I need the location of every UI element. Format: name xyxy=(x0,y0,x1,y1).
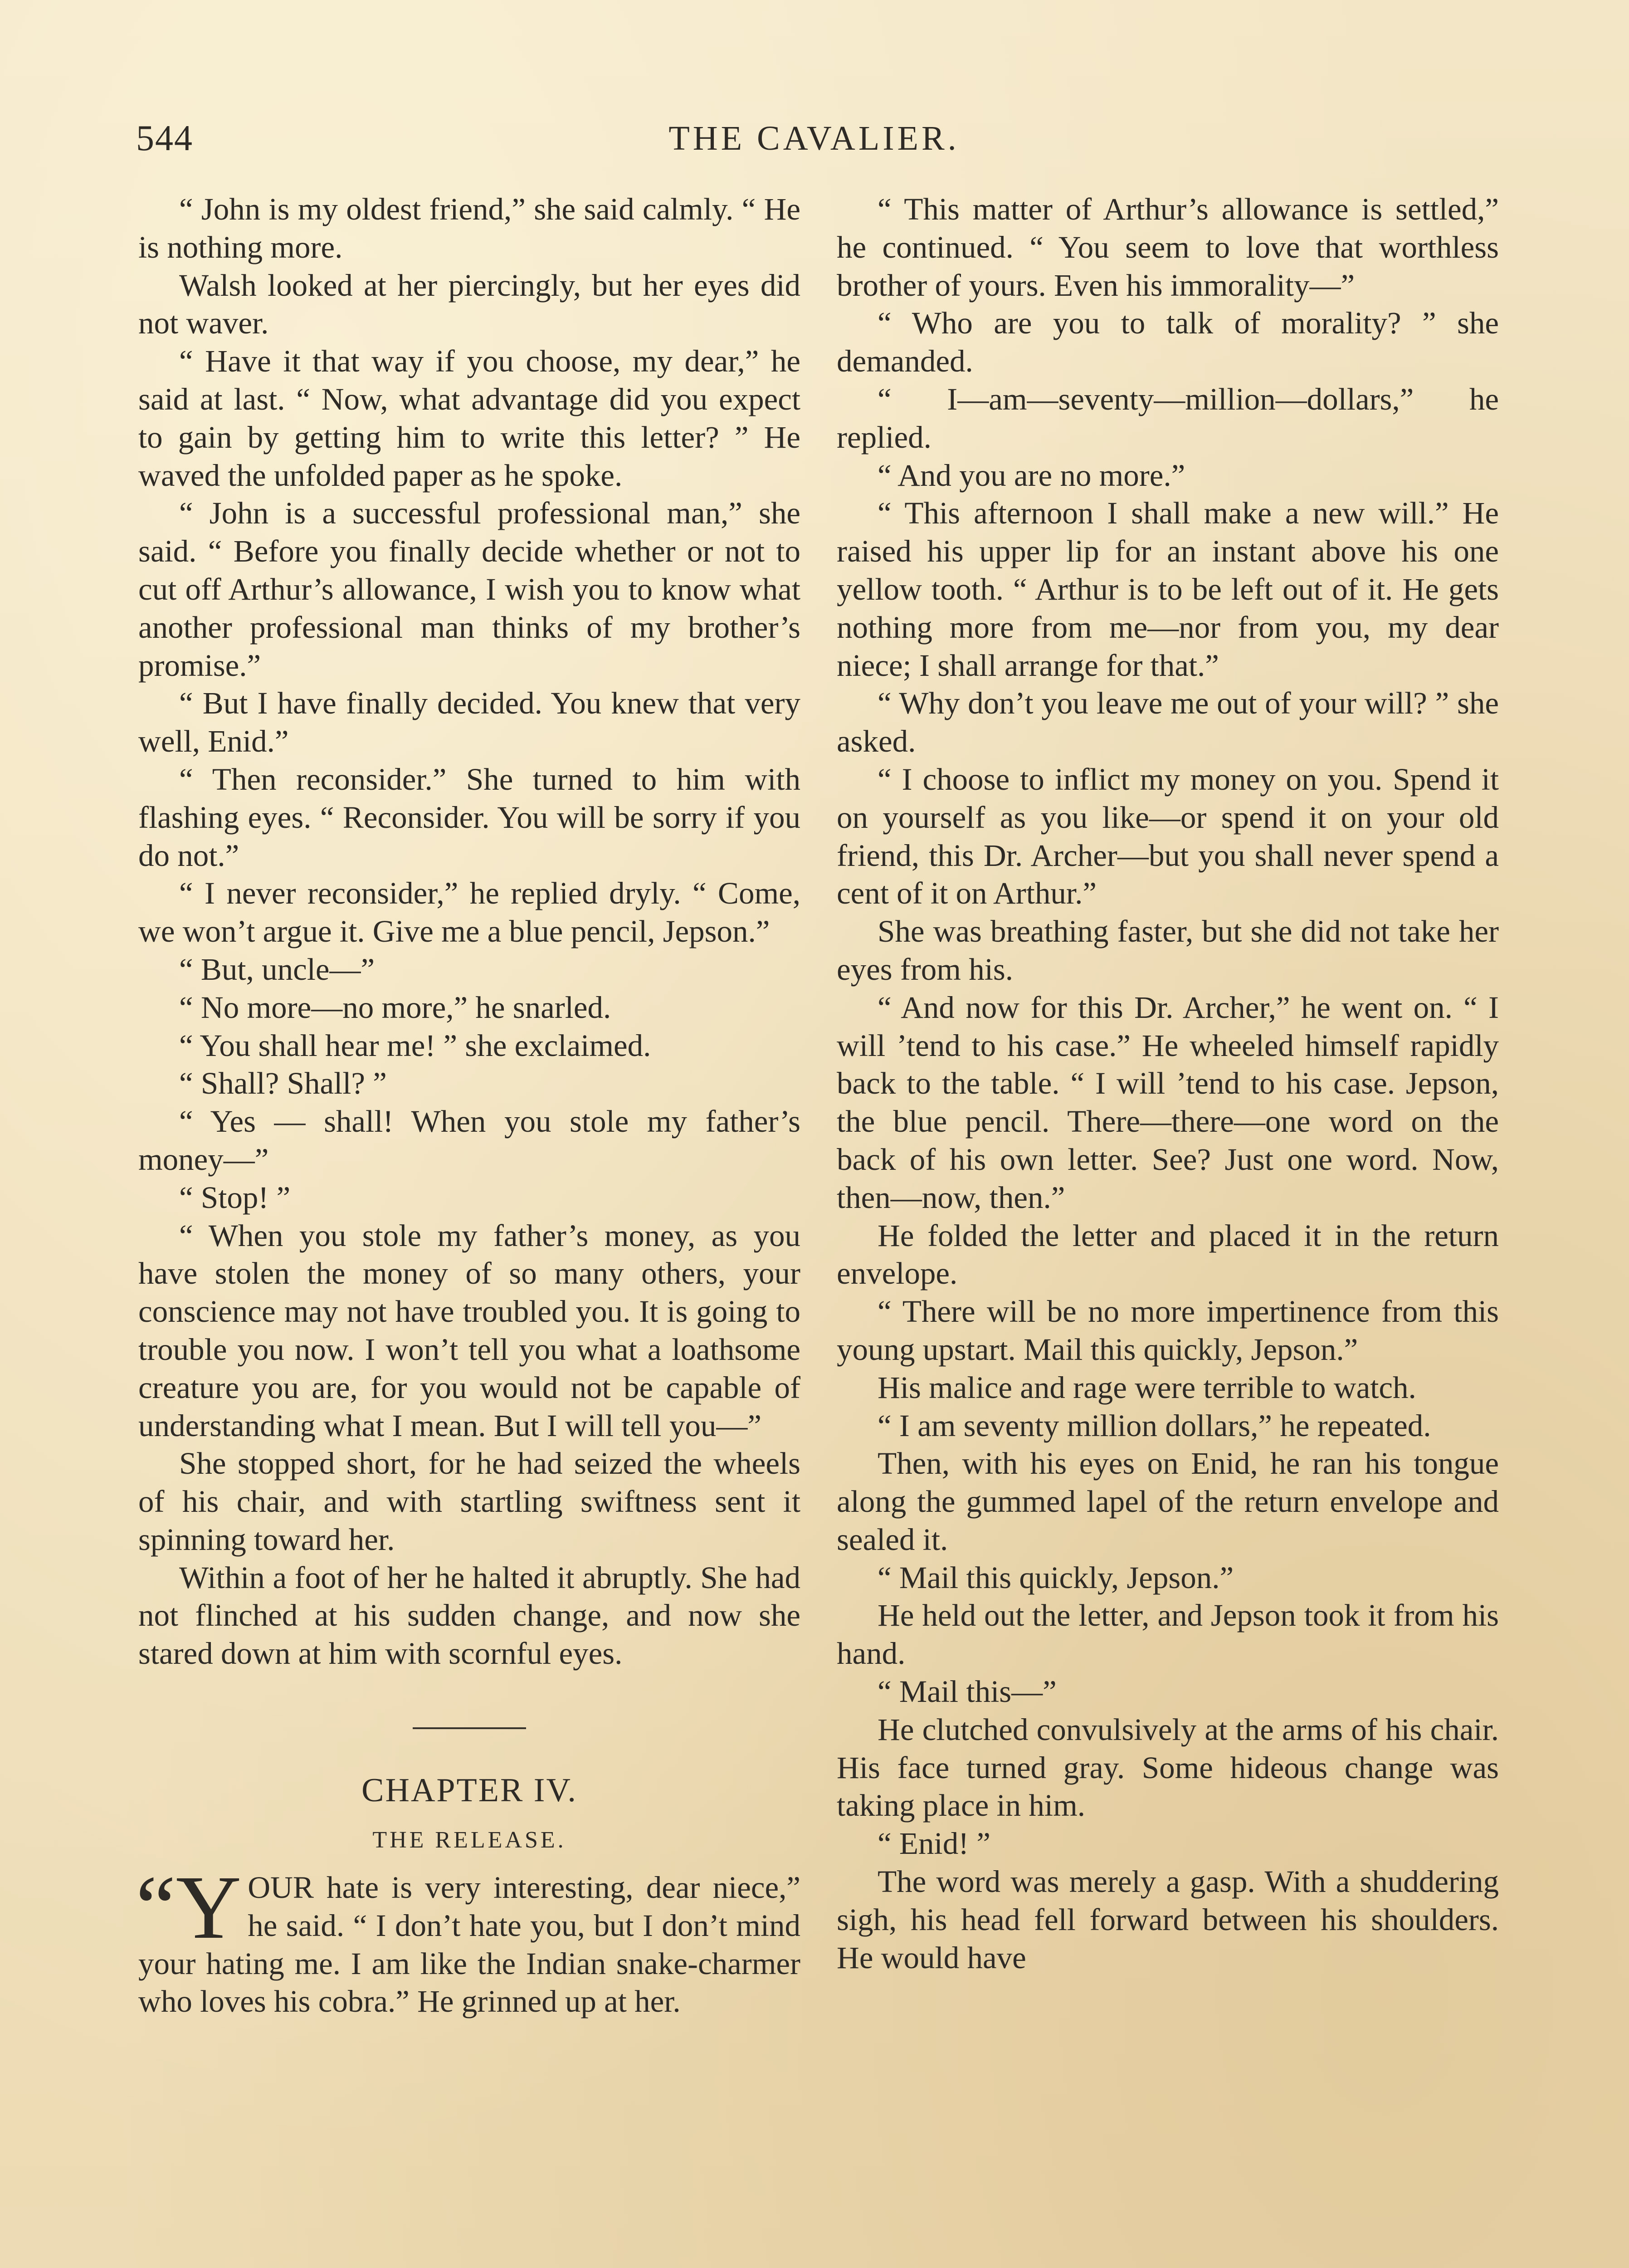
paragraph: “ You shall hear me! ” she exclaimed. xyxy=(179,1028,651,1063)
paragraph: The word was merely a gasp. With a shuddering sigh, his head fell forward between his shoulders. He would have xyxy=(837,1864,1499,1975)
paragraph: “ There will be no more impertinence from this young upstart. Mail this quickly, Jepson.” xyxy=(837,1294,1499,1367)
paragraph: His malice and rage were terrible to watch. xyxy=(878,1370,1416,1405)
page-number: 544 xyxy=(136,118,193,158)
paragraph: “ Stop! ” xyxy=(179,1180,291,1215)
paragraph: “ Enid! ” xyxy=(878,1826,991,1861)
paragraph: “ But, uncle—” xyxy=(179,952,375,987)
paragraph: He held out the letter, and Jepson took it from his hand. xyxy=(837,1598,1499,1671)
paragraph: “ I never reconsider,” he replied dryly. “ Come, we won’t argue it. Give me a blue pencil, Jepson.” xyxy=(138,876,800,949)
chapter-divider xyxy=(413,1727,526,1729)
paragraph: “ But I have finally decided. You knew that very well, Enid.” xyxy=(138,686,800,759)
paragraph: Within a foot of her he halted it abruptly. She had not flinched at his sudden change, and now she stared down at him with scornful eyes. xyxy=(138,1560,800,1671)
paragraph: She was breathing faster, but she did not take her eyes from his. xyxy=(837,914,1499,987)
right-column xyxy=(837,191,1499,1977)
left-paragraphs xyxy=(138,191,800,1673)
running-title: THE CAVALIER. xyxy=(668,119,960,157)
paragraph: “ I am seventy million dollars,” he repeated. xyxy=(878,1408,1431,1443)
paragraph: She stopped short, for he had seized the wheels of his chair, and with startling swiftness sent it spinning toward her. xyxy=(138,1446,800,1557)
paragraph: Then, with his eyes on Enid, he ran his tongue along the gummed lapel of the return envelope and sealed it. xyxy=(837,1446,1499,1557)
paragraph: “ Then reconsider.” She turned to him with flashing eyes. “ Reconsider. You will be sorry if you do not.” xyxy=(138,762,800,873)
paragraph: “ John is a successful professional man,” she said. “ Before you finally decide whether or not to cut off Arthur’s allowance, I wish you to know what another professional man thinks of my brother’s promise.” xyxy=(138,496,800,683)
paragraph: “ When you stole my father’s money, as you have stolen the money of so many others, your conscience may not have troubled you. It is going to trouble you now. I won’t tell you what a loathsome creature you are, for you would not be capable of understanding what I mean. But I will tell you—” xyxy=(138,1218,800,1443)
drop-cap-letter: Y xyxy=(176,1857,242,1958)
paragraph: “ Why don’t you leave me out of your will? ” she asked. xyxy=(837,686,1499,759)
paragraph: “ I—am—seventy—million—dollars,” he replied. xyxy=(837,381,1499,455)
opening-text: OUR hate is very interesting, dear niece,” he said. “ I don’t hate you, but I don’t mind your hating me. I am like the Indian snake-charmer who loves his cobra.” He grinned up at her. xyxy=(138,1870,800,2019)
left-column xyxy=(138,191,800,2021)
paragraph: He folded the letter and placed it in the return envelope. xyxy=(837,1218,1499,1291)
paragraph: “ Yes — shall! When you stole my father’s money—” xyxy=(138,1104,800,1177)
chapter-subtitle: THE RELEASE. xyxy=(372,1827,566,1853)
paragraph: Walsh looked at her piercingly, but her eyes did not waver. xyxy=(138,268,800,341)
opening-quote-mark: “ xyxy=(136,1857,176,1958)
right-paragraphs xyxy=(837,191,1499,1977)
paragraph: He clutched convulsively at the arms of his chair. His face turned gray. Some hideous change was taking place in him. xyxy=(837,1712,1499,1823)
paragraph: “ Who are you to talk of morality? ” she demanded. xyxy=(837,306,1499,379)
paragraph: “ This matter of Arthur’s allowance is settled,” he continued. “ You seem to love that worthless brother of yours. Even his immorality—” xyxy=(837,192,1499,303)
page-header xyxy=(136,111,1492,166)
paragraph: “ This afternoon I shall make a new will.” He raised his upper lip for an instant above his one yellow tooth. “ Arthur is to be left out of it. He gets nothing more from me—nor from you, my dear niece; I shall arrange for that.” xyxy=(837,496,1499,683)
paragraph: “ I choose to inflict my money on you. Spend it on yourself as you like—or spend it on your old friend, this Dr. Archer—but you shall never spend a cent of it on Arthur.” xyxy=(837,762,1499,911)
paragraph: “ No more—no more,” he snarled. xyxy=(179,990,611,1025)
chapter-opening-paragraph xyxy=(136,1857,800,2021)
paragraph: “ John is my oldest friend,” she said calmly. “ He is nothing more. xyxy=(138,192,800,264)
paragraph: “ Mail this quickly, Jepson.” xyxy=(878,1560,1234,1595)
paragraph: “ Have it that way if you choose, my dear,” he said at last. “ Now, what advantage did you expect to gain by getting him to write this letter? ” He waved the unfolded paper as he spoke. xyxy=(138,344,800,493)
paragraph: “ Mail this—” xyxy=(878,1674,1057,1709)
paragraph: “ And you are no more.” xyxy=(878,458,1185,493)
chapter-title: CHAPTER IV. xyxy=(361,1772,577,1809)
drop-cap xyxy=(136,1857,242,1958)
paragraph: “ And now for this Dr. Archer,” he went on. “ I will ’tend to his case.” He wheeled himself rapidly back to the table. “ I will ’tend to his case. Jepson, the blue pencil. There—there—one word on the back of his own letter. See? Just one word. Now, then—now, then.” xyxy=(837,990,1499,1215)
paragraph: “ Shall? Shall? ” xyxy=(179,1066,387,1101)
